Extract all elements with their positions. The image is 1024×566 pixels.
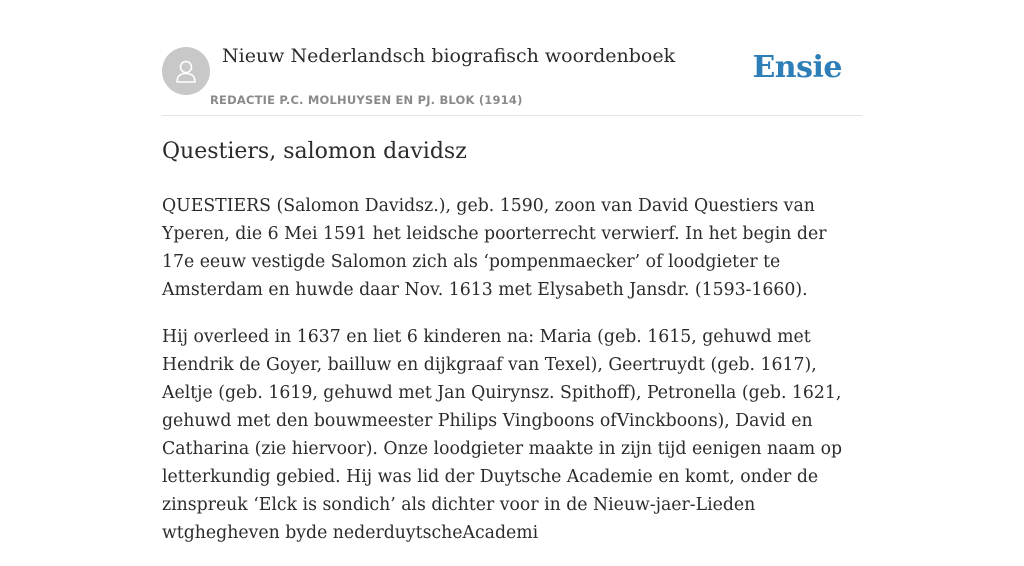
book-title[interactable]: Nieuw Nederlandsch biografisch woordenboek	[222, 45, 676, 67]
avatar[interactable]	[162, 47, 210, 95]
header	[162, 0, 862, 116]
article-title: Questiers, salomon davidsz	[162, 139, 467, 164]
book-editors: REDACTIE P.C. MOLHUYSEN EN PJ. BLOK (1914)	[210, 93, 523, 107]
user-placeholder-icon	[172, 57, 200, 85]
article-body	[162, 192, 862, 566]
article-paragraph: QUESTIERS (Salomon Davidsz.), geb. 1590, zoon van David Questiers van Yperen, die 6 Mei 1591 het leidsche poorterrecht verwierf. In het begin der 17e eeuw vestigde Salomon zich als ‘pompenmaecker’ of loodgieter te Amsterdam en huwde daar Nov. 1613 met Elysabeth Jansdr. (1593-1660).	[162, 196, 827, 300]
ensie-logo[interactable]: Ensie	[752, 50, 842, 85]
article-paragraph: Hij overleed in 1637 en liet 6 kinderen na: Maria (geb. 1615, gehuwd met Hendrik de Goyer, bailluw en dijkgraaf van Texel), Geertruydt (geb. 1617), Aeltje (geb. 1619, gehuwd met Jan Quirynsz. Spithoff), Petronella (geb. 1621, gehuwd met den bouwmeester Philips Vingboons ofVinckboons), David en Catharina (zie hiervoor). Onze loodgieter maakte in zijn tijd eenigen naam op letterkundig gebied. Hij was lid der Duytsche Academie en komt, onder de zinspreuk ‘Elck is sondich’ als dichter voor in de Nieuw-jaer-Lieden wtghegheven byde nederduytscheAcademi	[162, 327, 843, 543]
